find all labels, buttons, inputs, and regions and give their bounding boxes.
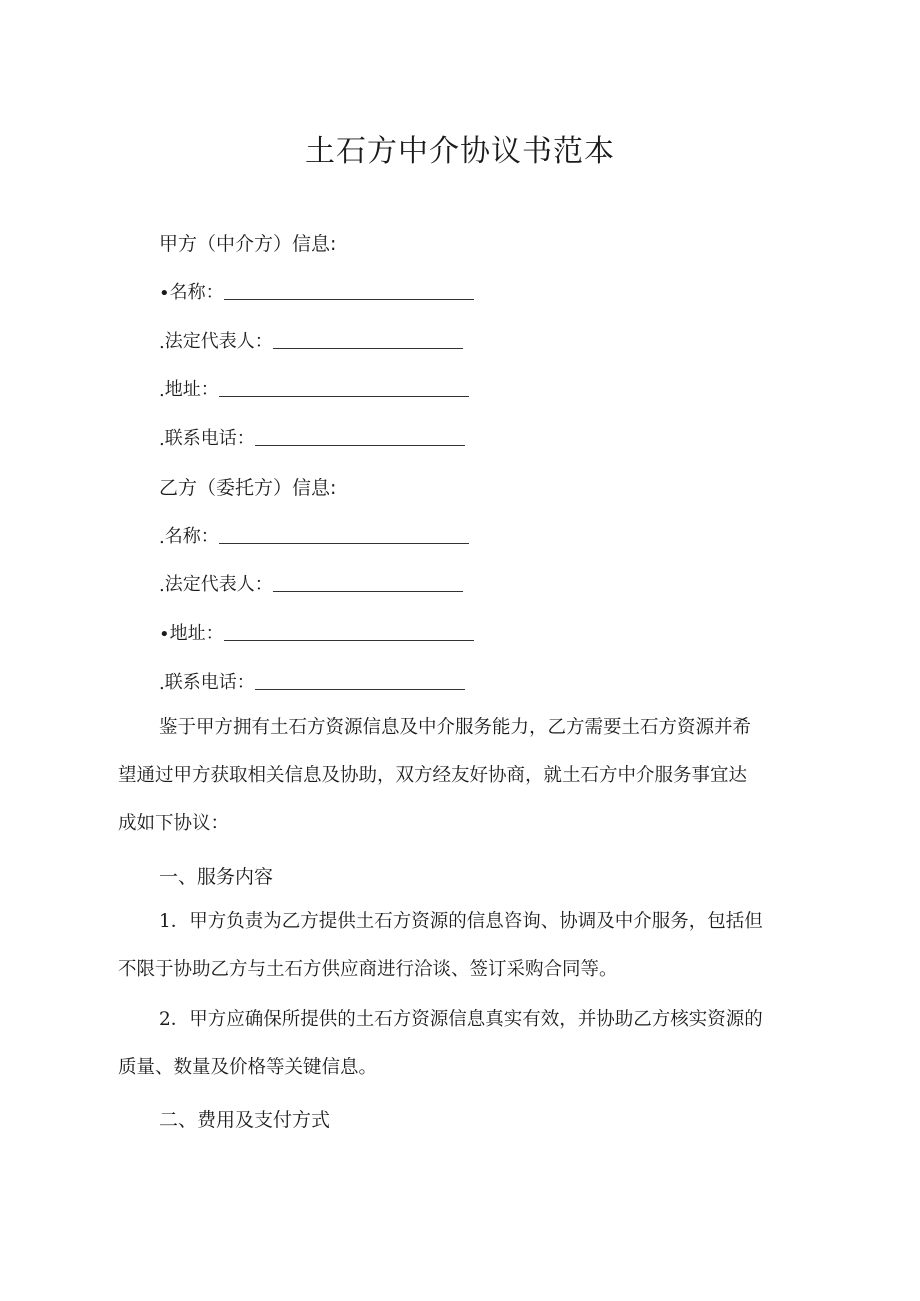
field-prefix: . xyxy=(159,673,165,694)
field-prefix: • xyxy=(159,283,170,304)
blank-line xyxy=(224,298,474,300)
blank-line xyxy=(219,395,469,397)
party-b-heading: 乙方（委托方）信息: xyxy=(159,477,337,499)
party-a-legal-rep-field xyxy=(159,327,463,353)
party-b-phone-field xyxy=(159,668,465,694)
field-label: 名称： xyxy=(169,282,224,303)
field-label: 地址： xyxy=(169,623,224,644)
field-prefix: . xyxy=(159,429,165,450)
clause-1-2 xyxy=(118,996,808,1092)
field-prefix: . xyxy=(159,527,165,548)
field-label: 联系电话： xyxy=(164,672,255,693)
blank-line xyxy=(273,347,463,349)
party-a-name-field xyxy=(159,278,474,304)
blank-line xyxy=(224,639,474,641)
paragraph-line: 不限于协助乙方与土石方供应商进行洽谈、签订采购合同等。 xyxy=(118,959,618,980)
paragraph-line: 2．甲方应确保所提供的土石方资源信息真实有效，并协助乙方核实资源的 xyxy=(159,1009,763,1030)
field-prefix: . xyxy=(159,332,165,353)
field-label: 地址： xyxy=(164,379,219,400)
field-prefix: . xyxy=(159,380,165,401)
party-a-address-field xyxy=(159,375,469,401)
party-a-heading: 甲方（中介方）信息: xyxy=(159,233,337,255)
paragraph-line: 望通过甲方获取相关信息及协助，双方经友好协商，就土石方中介服务事宜达 xyxy=(118,765,748,786)
blank-line xyxy=(255,688,465,690)
field-label: 法定代表人： xyxy=(164,331,273,352)
field-label: 名称： xyxy=(164,526,219,547)
blank-line xyxy=(219,542,469,544)
party-b-address-field xyxy=(159,619,474,645)
preamble-paragraph xyxy=(118,704,808,848)
party-b-name-field xyxy=(159,522,469,548)
paragraph-line: 成如下协议： xyxy=(118,813,230,834)
paragraph-line: 鉴于甲方拥有土石方资源信息及中介服务能力，乙方需要土石方资源并希 xyxy=(159,717,752,738)
blank-line xyxy=(255,444,465,446)
paragraph-line: 1．甲方负责为乙方提供土石方资源的信息咨询、协调及中介服务，包括但 xyxy=(159,911,763,932)
section-2-heading: 二、费用及支付方式 xyxy=(159,1109,331,1131)
field-prefix: • xyxy=(159,624,170,645)
party-a-phone-field xyxy=(159,424,465,450)
field-label: 法定代表人： xyxy=(164,574,273,595)
section-1-heading: 一、服务内容 xyxy=(159,866,274,888)
field-label: 联系电话： xyxy=(164,428,255,449)
document-title: 土石方中介协议书范本 xyxy=(305,134,615,169)
field-prefix: . xyxy=(159,575,165,596)
paragraph-line: 质量、数量及价格等关键信息。 xyxy=(118,1057,378,1078)
party-b-legal-rep-field xyxy=(159,570,463,596)
blank-line xyxy=(273,590,463,592)
clause-1-1 xyxy=(118,898,808,994)
